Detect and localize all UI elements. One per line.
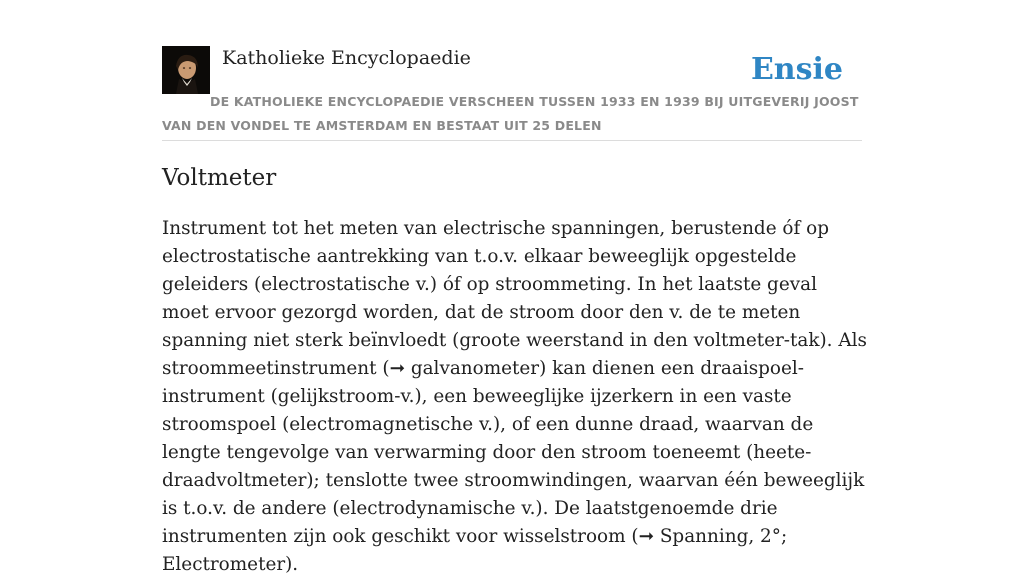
publication-description: DE KATHOLIEKE ENCYCLOPAEDIE VERSCHEEN TUSSEN 1933 EN 1939 BIJ UITGEVERIJ JOOST VAN DEN VONDEL TE AMSTERDAM EN BESTAAT UIT 25 DELEN	[162, 94, 859, 133]
publication-name[interactable]: Katholieke Encyclopaedie	[222, 47, 471, 69]
portrait-icon	[162, 46, 210, 94]
avatar[interactable]	[162, 46, 210, 94]
brand-logo[interactable]: Ensie	[750, 52, 843, 87]
article-title: Voltmeter	[162, 165, 277, 191]
article-body: Instrument tot het meten van electrische spanningen, berustende óf op electrostatische aantrekking van t.o.v. elkaar beweeglijk opgestelde geleiders (electrostatische v.) óf op stroommeting. In het laatste geval moet ervoor gezorgd worden, dat de stroom door den v. de te meten spanning niet sterk beïnvloedt (groote weerstand in den voltmeter-tak). Als stroommeetinstrument (➞ galvanometer) kan dienen een draaispoel-instrument (gelijkstroom-v.), een beweeglijke ijzerkern in een vaste stroomspoel (electromagnetische v.), of een dunne draad, waarvan de lengte tengevolge van verwarming door den stroom toeneemt (heete-draadvoltmeter); tenslotte twee stroomwindingen, waarvan één beweeglijk is t.o.v. de andere (electrodynamische v.). De laatstgenoemde drie instrumenten zijn ook geschikt voor wisselstroom (➞ Spanning, 2°; Electrometer).	[162, 218, 867, 575]
publication-header	[162, 46, 862, 141]
